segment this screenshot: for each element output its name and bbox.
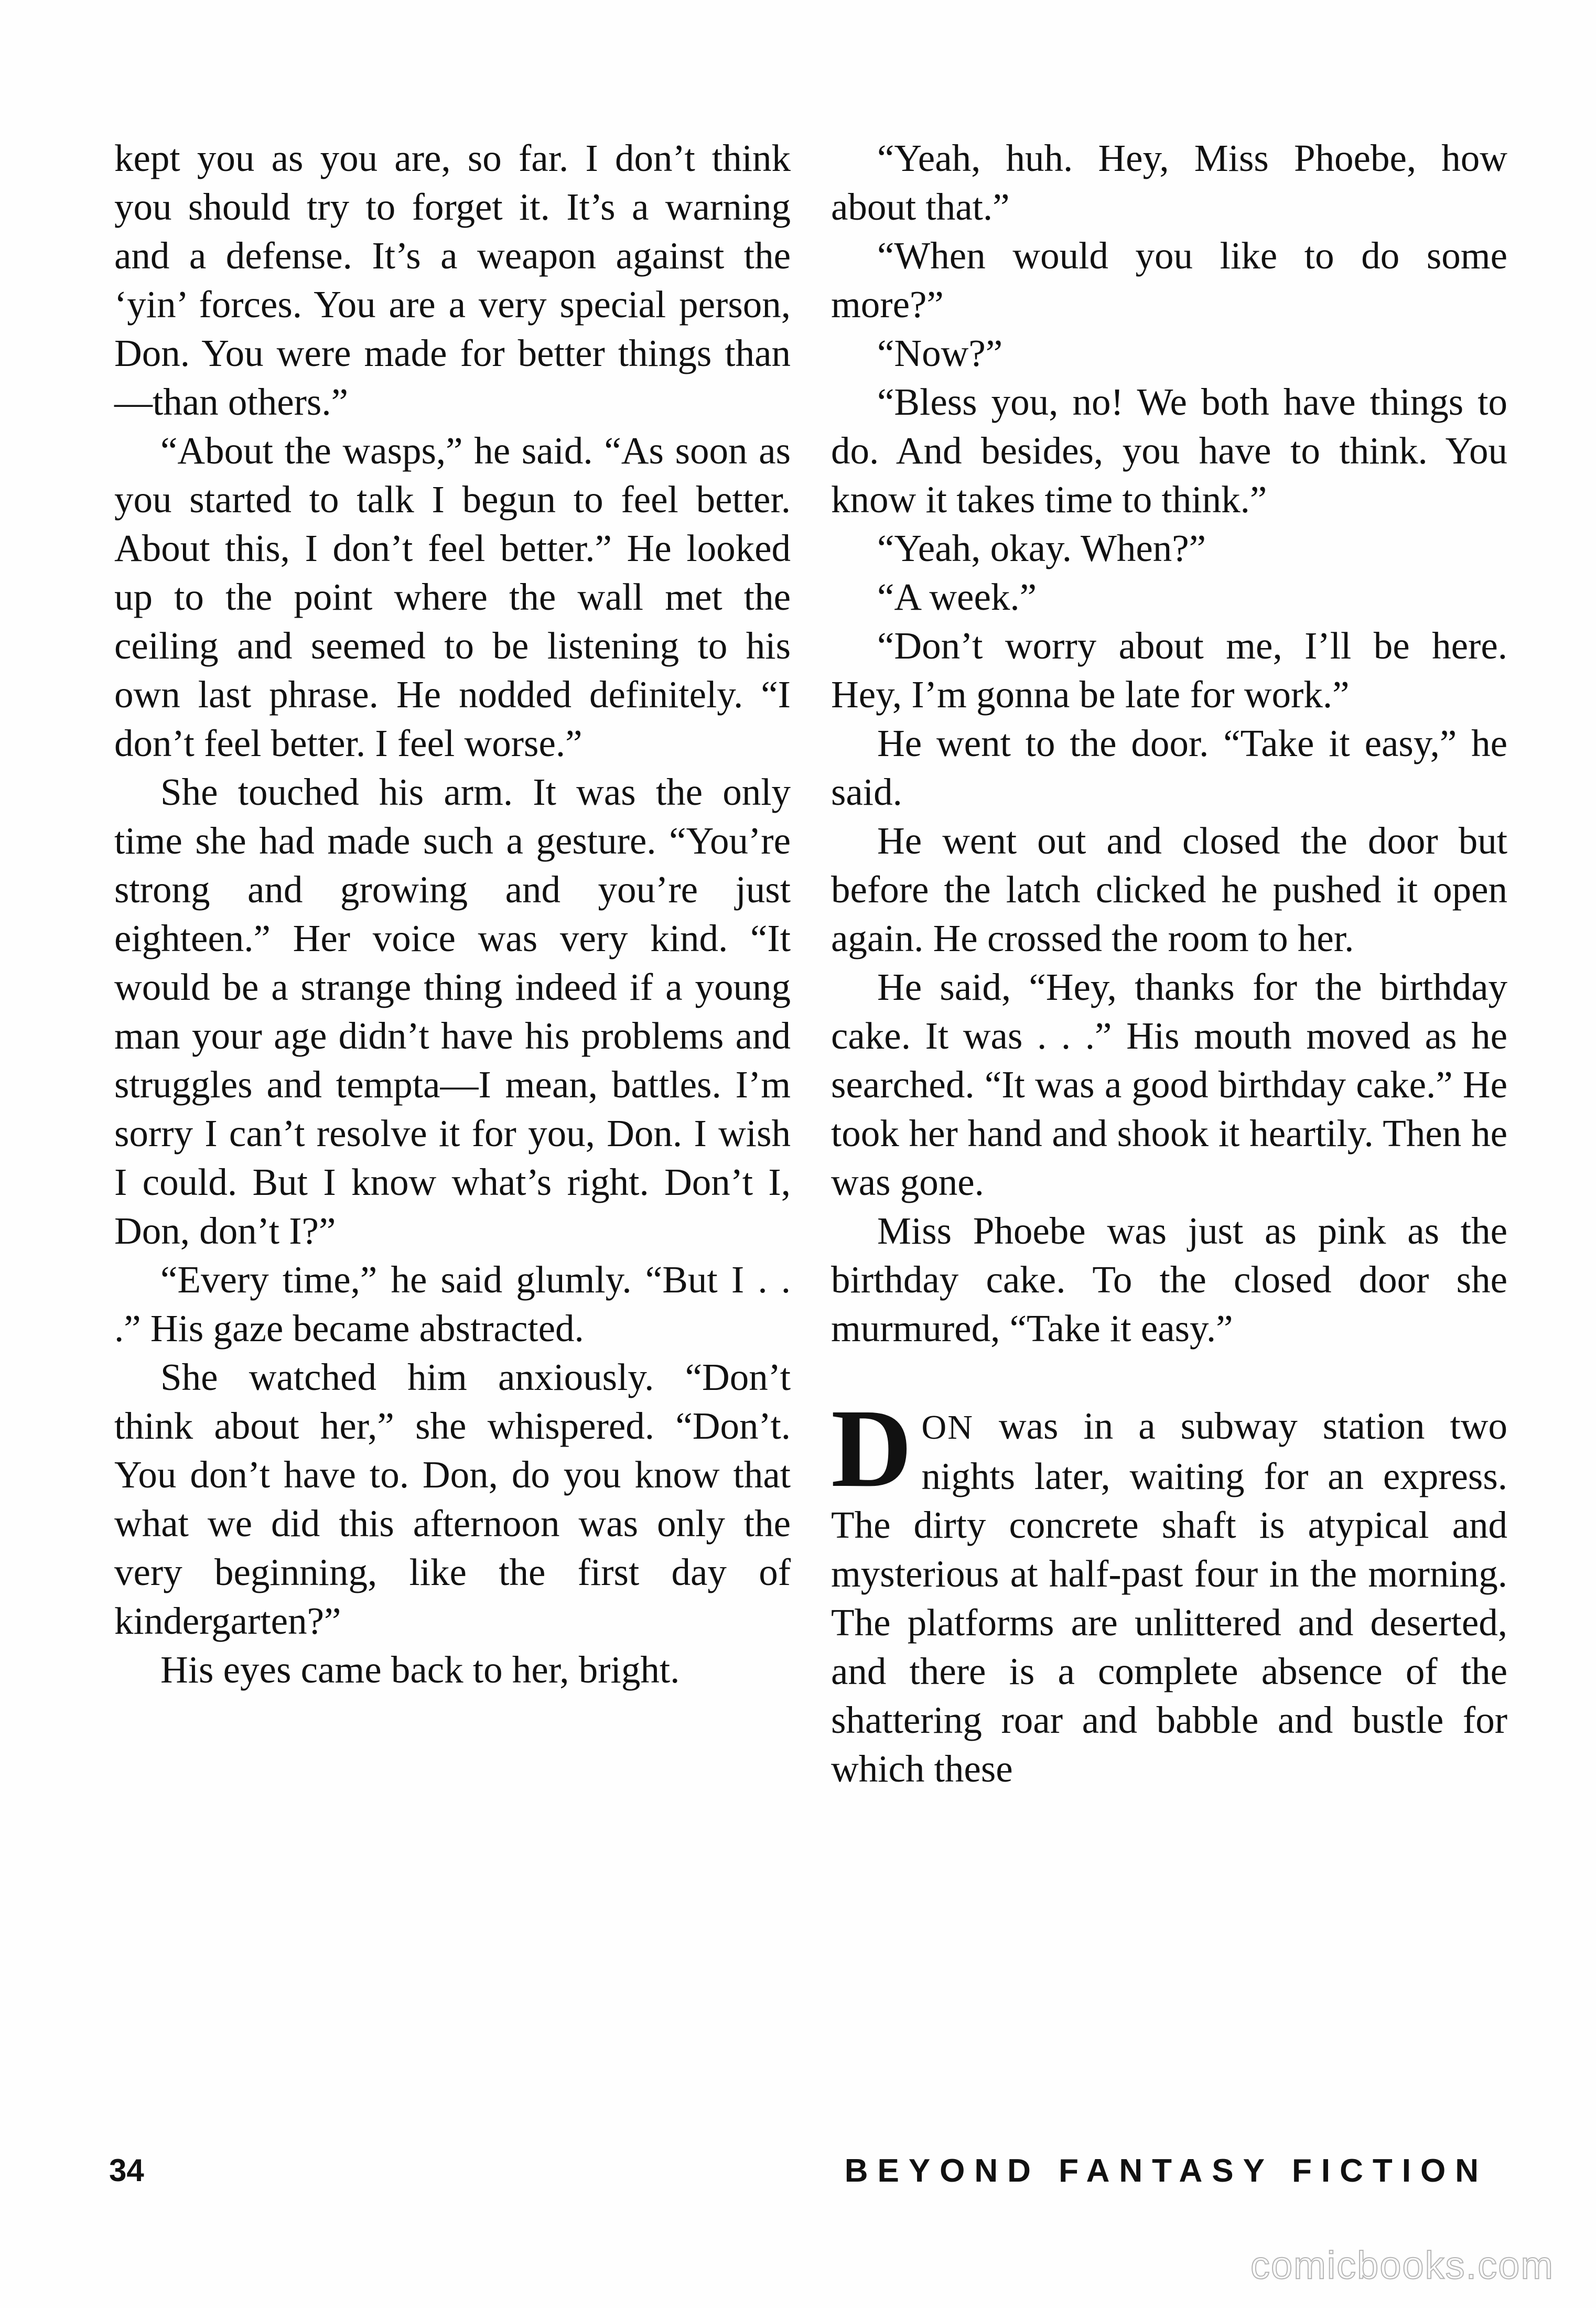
drop-cap: D [831,1386,912,1511]
page-footer [109,2152,1488,2199]
watermark: comicbooks.com [1250,2244,1554,2287]
paragraph: “When would you like to do some more?” [831,234,1507,326]
paragraph: Miss Phoebe was just as pink as the birthday cake. To the closed door she murmured, “Take it easy.” [831,1210,1507,1350]
paragraph: “About the wasps,” he said. “As soon as you started to talk I begun to feel better. About this, I don’t feel better.” He looked up to the point where the wall met the ceiling and seemed to be listening to his own last phrase. He nodded definitely. “I don’t feel better. I feel worse.” [114,429,791,764]
paragraph: “A week.” [877,576,1037,618]
running-title: BEYOND FANTASY FICTION [844,2153,1488,2189]
paragraph: “Don’t worry about me, I’ll be here. Hey, I’m gonna be late for work.” [831,624,1507,716]
paragraph: kept you as you are, so far. I don’t think you should try to forget it. It’s a warning and a defense. It’s a weapon against the ‘yin’ forces. You are a very special person, Don. You were made for better things than—than others.” [114,137,791,423]
section-text: was in a subway station two nights later, waiting for an express. The dirty concrete shaft is atypical and mysterious at half-past four in the morning. The platforms are unlittered and deserted, and there is a complete absence of the shattering roar and babble and bustle for which these [831,1405,1507,1790]
paragraph: “Yeah, huh. Hey, Miss Phoebe, how about that.” [831,137,1507,228]
right-text-column [831,134,1507,1793]
left-text-column [114,134,791,1694]
page-number: 34 [109,2153,144,2188]
paragraph: “Yeah, okay. When?” [877,527,1206,569]
paragraph: She touched his arm. It was the only time she had made such a gesture. “You’re strong and growing and you’re just eighteen.” Her voice was very kind. “It would be a strange thing indeed if a young man your age didn’t have his problems and struggles and tempta—I mean, battles. I’m sorry I can’t resolve it for you, Don. I wish I could. But I know what’s right. Don’t I, Don, don’t I?” [114,771,791,1252]
paragraph: He went to the door. “Take it easy,” he said. [831,722,1507,813]
paragraph: “Every time,” he said glumly. “But I . . .” His gaze became abstracted. [114,1258,791,1350]
paragraph: She watched him anxiously. “Don’t think about her,” she whispered. “Don’t. You don’t have to. Don, do you know that what we did this afternoon was only the very beginning, like the first day of kindergarten?” [114,1356,791,1642]
section-opening-paragraph [831,1386,1507,1793]
paragraph: He said, “Hey, thanks for the birthday cake. It was . . .” His mouth moved as he searched. “It was a good birthday cake.” He took her hand and shook it heartily. Then he was gone. [831,966,1507,1203]
paragraph: He went out and closed the door but before the latch clicked he pushed it open again. He crossed the room to her. [831,819,1507,959]
paragraph: “Bless you, no! We both have things to do. And besides, you have to think. You know it takes time to think.” [831,381,1507,521]
paragraph: His eyes came back to her, bright. [160,1648,680,1691]
lead-in-word: ON [921,1408,974,1447]
paragraph: “Now?” [877,332,1003,374]
